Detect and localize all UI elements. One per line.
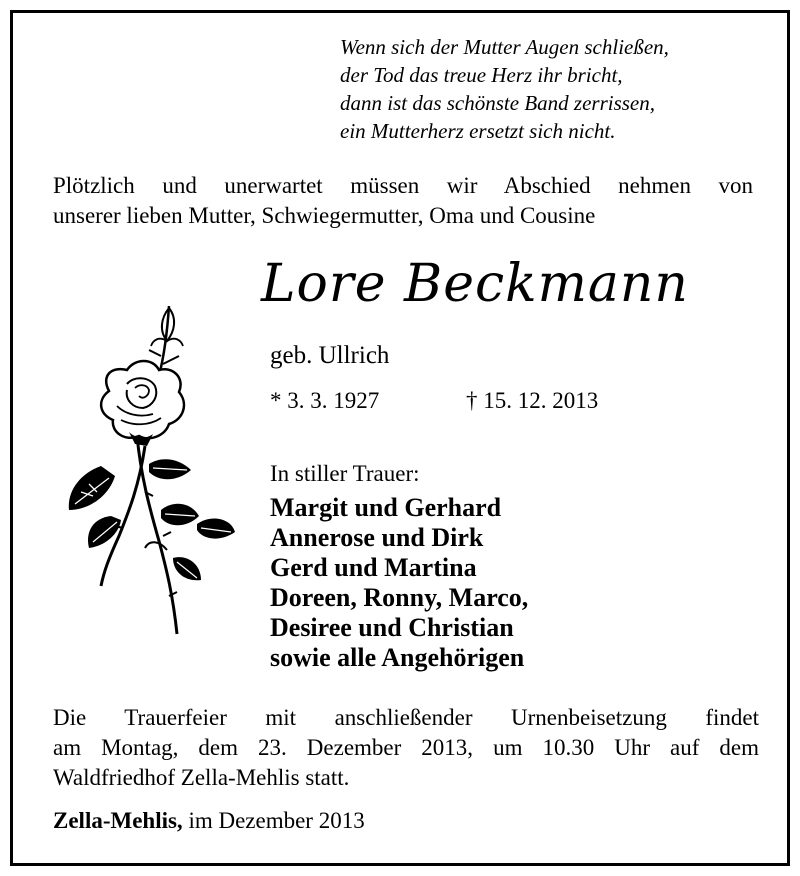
rose-icon [49, 296, 239, 636]
mourner-entry: Annerose und Dirk [270, 523, 484, 552]
birth-name: geb. Ullrich [270, 342, 390, 369]
mourning-label: In stiller Trauer: [270, 461, 420, 486]
place-name: Zella-Mehlis, [53, 808, 183, 833]
notice-date: im Dezember 2013 [188, 808, 365, 833]
poem-line: dann ist das schönste Band zerrissen, [340, 91, 655, 115]
poem-line: der Tod das treue Herz ihr bricht, [340, 63, 623, 87]
place-and-date [53, 806, 365, 836]
death-date: † 15. 12. 2013 [466, 388, 599, 413]
announcement-line: Plötzlich und unerwartet müssen wir Abschied nehmen von [53, 173, 753, 198]
announcement-line: unserer lieben Mutter, Schwiegermutter, Oma und Cousine [53, 203, 596, 228]
funeral-details [53, 703, 759, 793]
birth-date: * 3. 3. 1927 [270, 388, 380, 413]
mourner-entry: Desiree und Christian [270, 613, 514, 642]
mourner-entry: Doreen, Ronny, Marco, [270, 583, 529, 612]
poem-line: ein Mutterherz ersetzt sich nicht. [340, 119, 616, 143]
life-dates [270, 386, 670, 416]
mourners-list [270, 493, 528, 673]
mourner-entry: sowie alle Angehörigen [270, 643, 525, 672]
announcement-text [53, 171, 753, 231]
poem-line: Wenn sich der Mutter Augen schließen, [340, 35, 669, 59]
mourner-entry: Margit und Gerhard [270, 493, 502, 522]
deceased-name: Lore Beckmann [261, 254, 689, 314]
funeral-line: Die Trauerfeier mit anschließender Urnenbeisetzung findet [53, 705, 759, 730]
funeral-line: Waldfriedhof Zella-Mehlis statt. [53, 765, 350, 790]
mourner-entry: Gerd und Martina [270, 553, 477, 582]
obituary-notice [10, 10, 790, 866]
funeral-line: am Montag, dem 23. Dezember 2013, um 10.30 Uhr auf dem [53, 735, 759, 760]
memorial-poem [340, 33, 770, 145]
